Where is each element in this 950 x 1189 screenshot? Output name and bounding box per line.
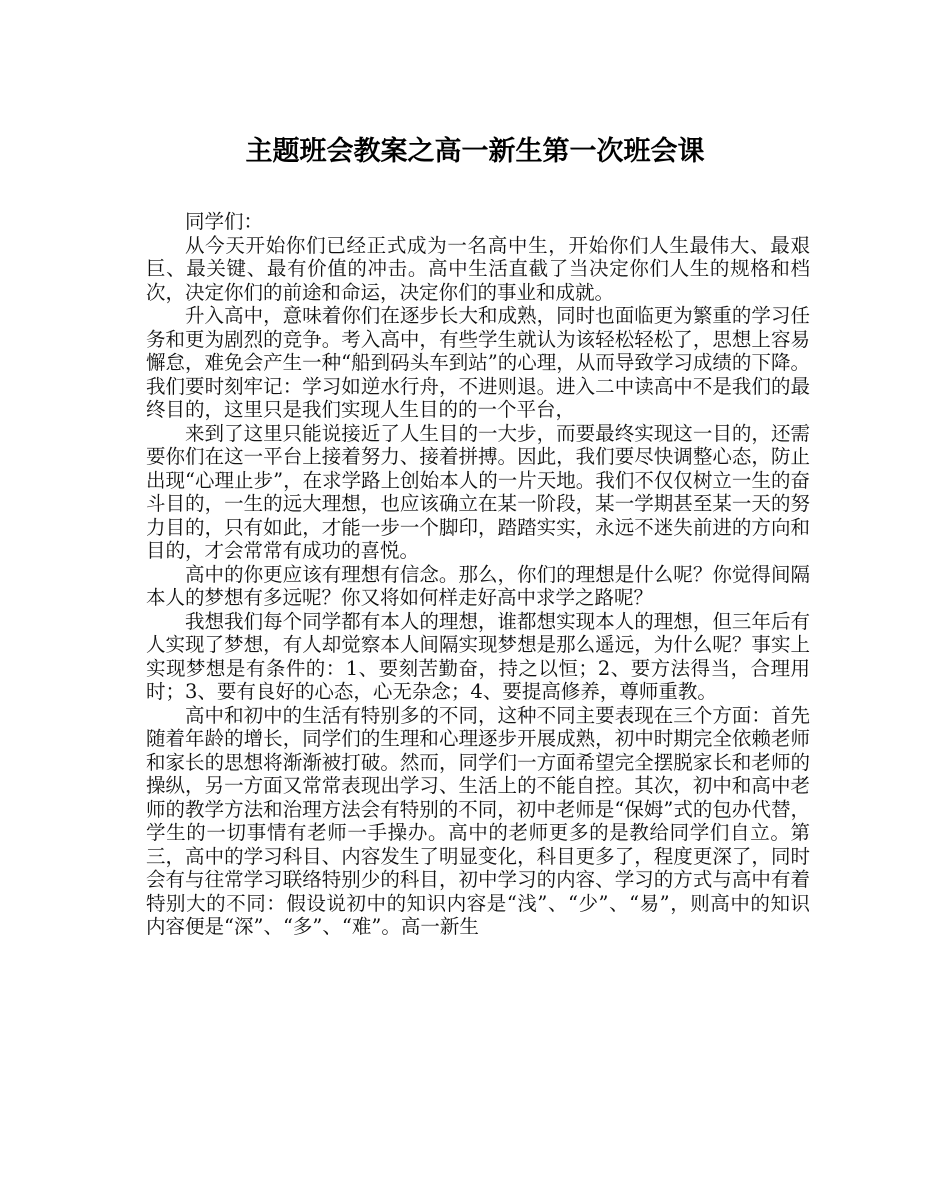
paragraph-4: 高中的你更应该有理想有信念。那么，你们的理想是什么呢？你觉得间隔本人的梦想有多远呢？你又将如何样走好高中求学之路呢？ [146,562,810,609]
paragraph-1: 从今天开始你们已经正式成为一名高中生，开始你们人生最伟大、最艰巨、最关键、最有价值的冲击。高中生活直截了当决定你们人生的规格和档次，决定你们的前途和命运，决定你们的事业和成就。 [146,233,810,304]
paragraph-5: 我想我们每个同学都有本人的理想，谁都想实现本人的理想，但三年后有人实现了梦想，有人却觉察本人间隔实现梦想是那么遥远，为什么呢？事实上实现梦想是有条件的：1、要刻苦勤奋，持之以恒；2、要方法得当，合理用时；3、要有良好的心态，心无杂念；4、要提高修养，尊师重教。 [146,609,810,703]
document-title: 主题班会教案之高一新生第一次班会课 [245,136,705,167]
paragraph-3: 来到了这里只能说接近了人生目的一大步，而要最终实现这一目的，还需要你们在这一平台上接着努力、接着拼搏。因此，我们要尽快调整心态，防止出现“心理止步”，在求学路上创始本人的一片天地。我们不仅仅树立一生的奋斗目的，一生的远大理想，也应该确立在某一阶段，某一学期甚至某一天的努力目的，只有如此，才能一步一个脚印，踏踏实实，永远不迷失前进的方向和目的，才会常常有成功的喜悦。 [146,421,810,562]
paragraph-2: 升入高中，意味着你们在逐步长大和成熟，同时也面临更为繁重的学习任务和更为剧烈的竞争。考入高中，有些学生就认为该轻松轻松了，思想上容易懈怠，难免会产生一种“船到码头车到站”的心理，从而导致学习成绩的下降。我们要时刻牢记：学习如逆水行舟，不进则退。进入二中读高中不是我们的最终目的，这里只是我们实现人生目的的一个平台， [146,304,810,421]
salutation: 同学们： [185,210,264,233]
document-body [146,210,810,939]
paragraph-6: 高中和初中的生活有特别多的不同，这种不同主要表现在三个方面：首先随着年龄的增长，同学们的生理和心理逐步开展成熟，初中时期完全依赖老师和家长的思想将渐渐被打破。然而，同学们一方面希望完全摆脱家长和老师的操纵，另一方面又常常表现出学习、生活上的不能自控。其次，初中和高中老师的教学方法和治理方法会有特别的不同，初中老师是“保姆”式的包办代替，学生的一切事情有老师一手操办。高中的老师更多的是教给同学们自立。第三，高中的学习科目、内容发生了明显变化，科目更多了，程度更深了，同时会有与往常学习联络特别少的科目，初中学习的内容、学习的方式与高中有着特别大的不同：假设说初中的知识内容是“浅”、“少”、“易”，则高中的知识内容便是“深”、“多”、“难”。高一新生 [146,703,810,938]
